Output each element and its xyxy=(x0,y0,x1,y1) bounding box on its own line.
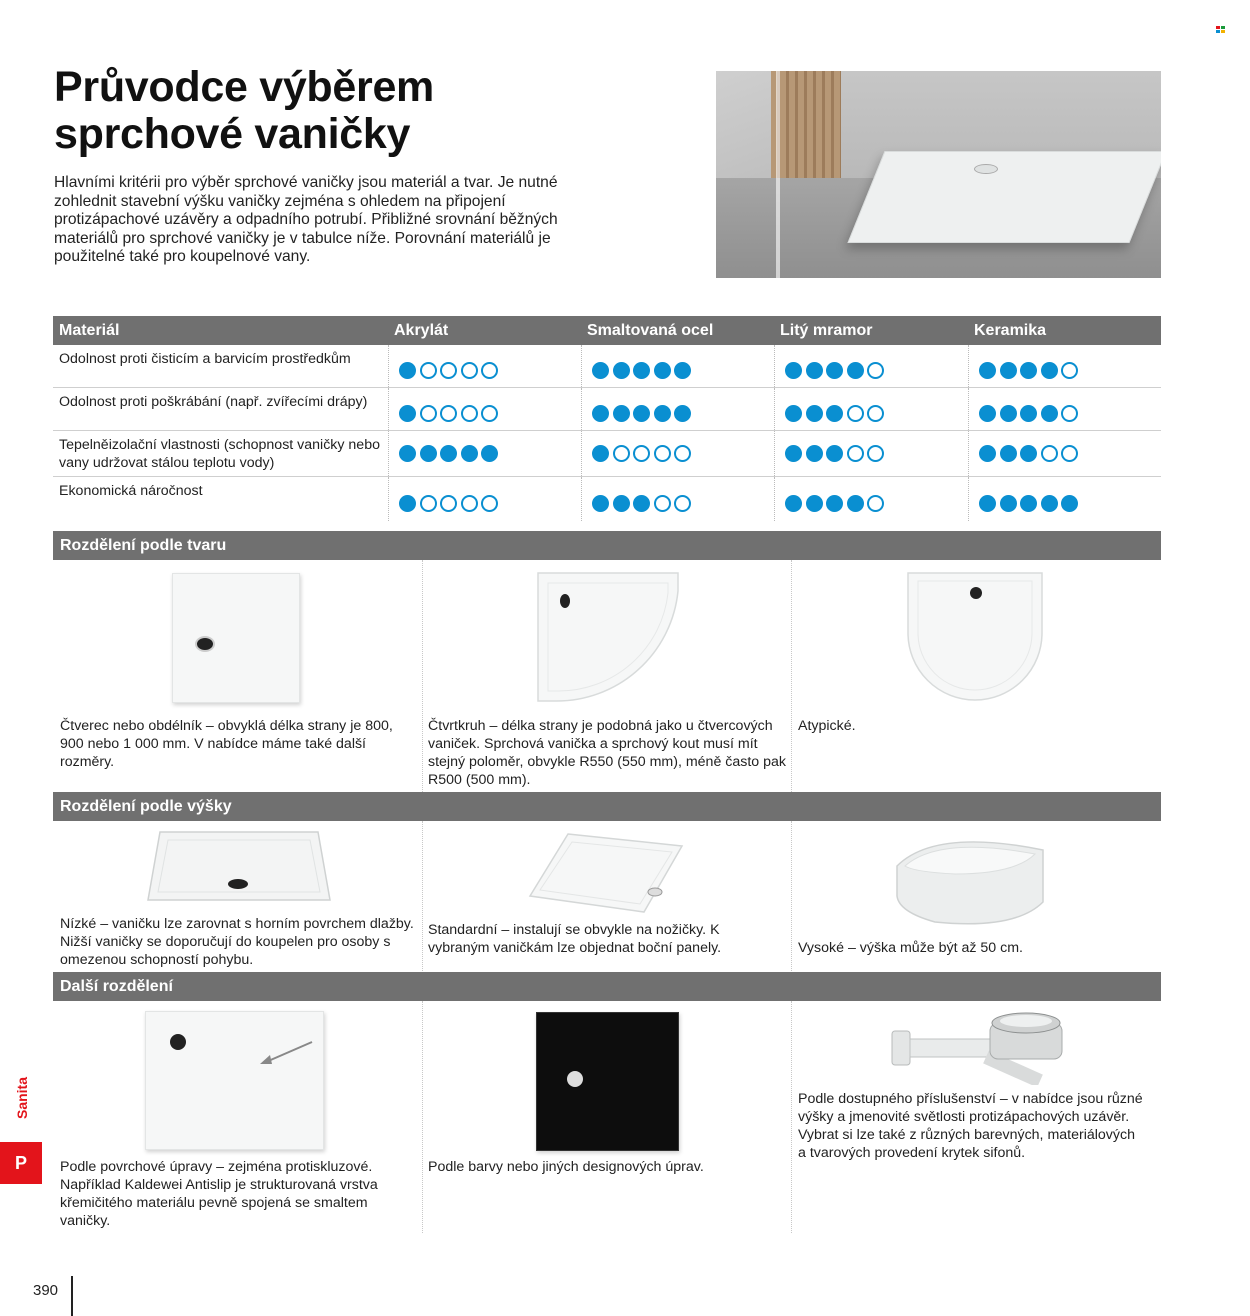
caption-color: Podle barvy nebo jiných designových úprav. xyxy=(428,1159,704,1175)
rating-dot-empty-icon xyxy=(461,405,478,422)
rating-dot-empty-icon xyxy=(1061,405,1078,422)
rating-dot-filled-icon xyxy=(785,362,802,379)
rating-dot-empty-icon xyxy=(420,495,437,512)
section-header-other: Další rozdělení xyxy=(53,972,1161,1001)
rating-dot-filled-icon xyxy=(1041,362,1058,379)
rating-dots xyxy=(968,477,1161,521)
rating-dot-empty-icon xyxy=(481,495,498,512)
quarter-circle-tray-image xyxy=(536,571,680,703)
rating-dot-filled-icon xyxy=(806,445,823,462)
rating-dot-filled-icon xyxy=(633,362,650,379)
rating-dot-filled-icon xyxy=(1000,495,1017,512)
rating-dot-filled-icon xyxy=(1061,495,1078,512)
rating-dot-empty-icon xyxy=(440,495,457,512)
rating-dot-filled-icon xyxy=(674,405,691,422)
page-title-line-2: sprchové vaničky xyxy=(54,110,411,158)
square-tray-image xyxy=(172,573,300,703)
rating-dot-filled-icon xyxy=(592,405,609,422)
rating-dot-empty-icon xyxy=(674,495,691,512)
rating-dot-empty-icon xyxy=(440,362,457,379)
rating-dot-filled-icon xyxy=(481,445,498,462)
rating-dot-empty-icon xyxy=(867,495,884,512)
rating-dot-empty-icon xyxy=(654,445,671,462)
rating-dot-filled-icon xyxy=(1020,445,1037,462)
rating-dots xyxy=(388,388,581,430)
rating-dots xyxy=(581,345,774,387)
rating-dot-filled-icon xyxy=(399,405,416,422)
caption-square: Čtverec nebo obdélník – obvyklá délka strany je 800, 900 nebo 1 000 mm. V nabídce máme také další rozměry. xyxy=(60,718,393,770)
caption-standard: Standardní – instalují se obvykle na nožičky. K vybraným vaničkám lze objednat boční panely. xyxy=(428,922,722,956)
rating-dots xyxy=(774,477,968,521)
header-material: Materiál xyxy=(59,322,120,339)
rating-dot-empty-icon xyxy=(1061,445,1078,462)
siphon-image xyxy=(890,1009,1080,1085)
rating-dot-filled-icon xyxy=(806,405,823,422)
rating-dot-filled-icon xyxy=(979,362,996,379)
rating-dot-filled-icon xyxy=(979,405,996,422)
rating-dot-filled-icon xyxy=(420,445,437,462)
section-letter-badge: P xyxy=(0,1142,42,1184)
rating-dot-empty-icon xyxy=(613,445,630,462)
rating-dot-filled-icon xyxy=(1000,405,1017,422)
rating-dot-filled-icon xyxy=(826,405,843,422)
rating-dot-empty-icon xyxy=(440,405,457,422)
rating-dot-filled-icon xyxy=(633,405,650,422)
rating-dot-empty-icon xyxy=(420,405,437,422)
rating-dot-empty-icon xyxy=(461,495,478,512)
caption-high: Vysoké – výška může být až 50 cm. xyxy=(798,940,1023,956)
rating-dots xyxy=(581,388,774,430)
rating-dot-empty-icon xyxy=(633,445,650,462)
row-label: Ekonomická náročnost xyxy=(59,483,203,499)
rating-dot-filled-icon xyxy=(1020,405,1037,422)
rating-dot-empty-icon xyxy=(1061,362,1078,379)
rating-dot-filled-icon xyxy=(826,445,843,462)
rating-dot-filled-icon xyxy=(806,362,823,379)
rating-dot-filled-icon xyxy=(847,495,864,512)
table-row xyxy=(53,431,1161,477)
rating-dot-empty-icon xyxy=(674,445,691,462)
rating-dots xyxy=(968,388,1161,430)
rating-dots xyxy=(388,431,581,476)
antislip-tray-image xyxy=(145,1011,324,1150)
rating-dot-empty-icon xyxy=(847,405,864,422)
rating-dot-filled-icon xyxy=(633,495,650,512)
rating-dot-filled-icon xyxy=(1020,362,1037,379)
material-comparison-table xyxy=(53,316,1161,521)
rating-dot-filled-icon xyxy=(674,362,691,379)
rating-dots xyxy=(774,345,968,387)
rating-dot-filled-icon xyxy=(592,362,609,379)
row-label: Tepelněizolační vlastnosti (schopnost vaničky nebo vany udržovat stálou teplotu vody) xyxy=(59,437,380,471)
hero-photo-shower-tray xyxy=(716,71,1161,278)
header-enameled-steel: Smaltovaná ocel xyxy=(587,322,714,339)
caption-low: Nízké – vaničku lze zarovnat s horním povrchem dlažby. Nižší vaničky se doporučují do koupelen pro osoby s omezenou schopností pohybu. xyxy=(60,916,414,968)
arrow-icon xyxy=(256,1040,314,1066)
comparison-header-row xyxy=(53,316,1161,345)
rating-dot-empty-icon xyxy=(867,445,884,462)
intro-paragraph: Hlavními kritérii pro výběr sprchové vaničky jsou materiál a tvar. Je nutné zohlednit stavební výšku vaničky zejména s ohledem na připojení protizápachové uzávěry a odpadního potrubí. Přibližné srovnání běžných materiálů pro sprchové vaničky je v tabulce níže. Porovnání materiálů je použitelné také pro koupelnové vany. xyxy=(54,174,558,266)
rating-dot-empty-icon xyxy=(1041,445,1058,462)
caption-atypical: Atypické. xyxy=(798,718,856,734)
rating-dot-empty-icon xyxy=(847,445,864,462)
rating-dots xyxy=(388,477,581,521)
rating-dot-filled-icon xyxy=(399,362,416,379)
section-header-shape: Rozdělení podle tvaru xyxy=(53,531,1161,560)
header-acrylic: Akrylát xyxy=(394,322,449,339)
atypical-tray-image xyxy=(906,571,1044,703)
page-title xyxy=(54,64,434,158)
rating-dot-filled-icon xyxy=(399,445,416,462)
black-tray-image xyxy=(536,1012,679,1151)
table-row xyxy=(53,388,1161,431)
caption-surface: Podle povrchové úpravy – zejména protiskluzové. Například Kaldewei Antislip je strukturovaná vrstva křemičitého materiálu pevně spojená se smaltem vaničky. xyxy=(60,1159,378,1229)
low-tray-image xyxy=(146,830,332,906)
rating-dot-filled-icon xyxy=(847,362,864,379)
rating-dot-filled-icon xyxy=(785,445,802,462)
rating-dots xyxy=(388,345,581,387)
row-label: Odolnost proti čisticím a barvicím prostředkům xyxy=(59,351,351,367)
rating-dots xyxy=(968,431,1161,476)
rating-dot-empty-icon xyxy=(867,405,884,422)
rating-dot-empty-icon xyxy=(481,405,498,422)
rating-dot-filled-icon xyxy=(1000,362,1017,379)
rating-dot-filled-icon xyxy=(826,495,843,512)
rating-dot-filled-icon xyxy=(1041,405,1058,422)
caption-quarter-circle: Čtvrtkruh – délka strany je podobná jako u čtvercových vaniček. Sprchová vanička a sprchový kout musí mít stejný poloměr, obvykle R550 (550 mm), méně často pak R500 (500 mm). xyxy=(428,718,787,788)
rating-dot-filled-icon xyxy=(592,445,609,462)
page-title-line-1: Průvodce výběrem xyxy=(54,63,434,111)
table-row xyxy=(53,345,1161,388)
row-label: Odolnost proti poškrábání (např. zvířecími drápy) xyxy=(59,394,368,410)
rating-dot-filled-icon xyxy=(654,405,671,422)
rating-dots xyxy=(581,477,774,521)
standard-tray-image xyxy=(528,832,684,914)
rating-dot-filled-icon xyxy=(592,495,609,512)
rating-dot-filled-icon xyxy=(440,445,457,462)
rating-dot-filled-icon xyxy=(806,495,823,512)
rating-dots xyxy=(581,431,774,476)
rating-dot-empty-icon xyxy=(461,362,478,379)
high-tray-image xyxy=(895,826,1045,932)
rating-dots xyxy=(968,345,1161,387)
rating-dot-empty-icon xyxy=(481,362,498,379)
rating-dot-filled-icon xyxy=(1000,445,1017,462)
rating-dot-filled-icon xyxy=(785,405,802,422)
rating-dot-filled-icon xyxy=(613,405,630,422)
section-tab-sanita: Sanita xyxy=(14,1076,30,1120)
rating-dots xyxy=(774,388,968,430)
rating-dots xyxy=(774,431,968,476)
rating-dot-filled-icon xyxy=(785,495,802,512)
table-row xyxy=(53,477,1161,521)
rating-dot-empty-icon xyxy=(420,362,437,379)
rating-dot-empty-icon xyxy=(654,495,671,512)
rating-dot-empty-icon xyxy=(867,362,884,379)
rating-dot-filled-icon xyxy=(399,495,416,512)
rating-dot-filled-icon xyxy=(461,445,478,462)
rating-dot-filled-icon xyxy=(979,445,996,462)
header-ceramic: Keramika xyxy=(974,322,1047,339)
rating-dot-filled-icon xyxy=(826,362,843,379)
rating-dot-filled-icon xyxy=(613,362,630,379)
rating-dot-filled-icon xyxy=(1041,495,1058,512)
page-number: 390 xyxy=(33,1282,59,1299)
corner-logo-icon xyxy=(1216,26,1225,33)
rating-dot-filled-icon xyxy=(1020,495,1037,512)
caption-accessories: Podle dostupného příslušenství – v nabídce jsou různé výšky a jmenovité světlosti protizápachových uzávěr. Vybrat si lze také z různých barevných, materiálových a tvarových provedení krytek sifonů. xyxy=(798,1091,1143,1161)
rating-dot-filled-icon xyxy=(654,362,671,379)
section-header-height: Rozdělení podle výšky xyxy=(53,792,1161,821)
header-cast-marble: Litý mramor xyxy=(780,322,873,339)
rating-dot-filled-icon xyxy=(979,495,996,512)
rating-dot-filled-icon xyxy=(613,495,630,512)
